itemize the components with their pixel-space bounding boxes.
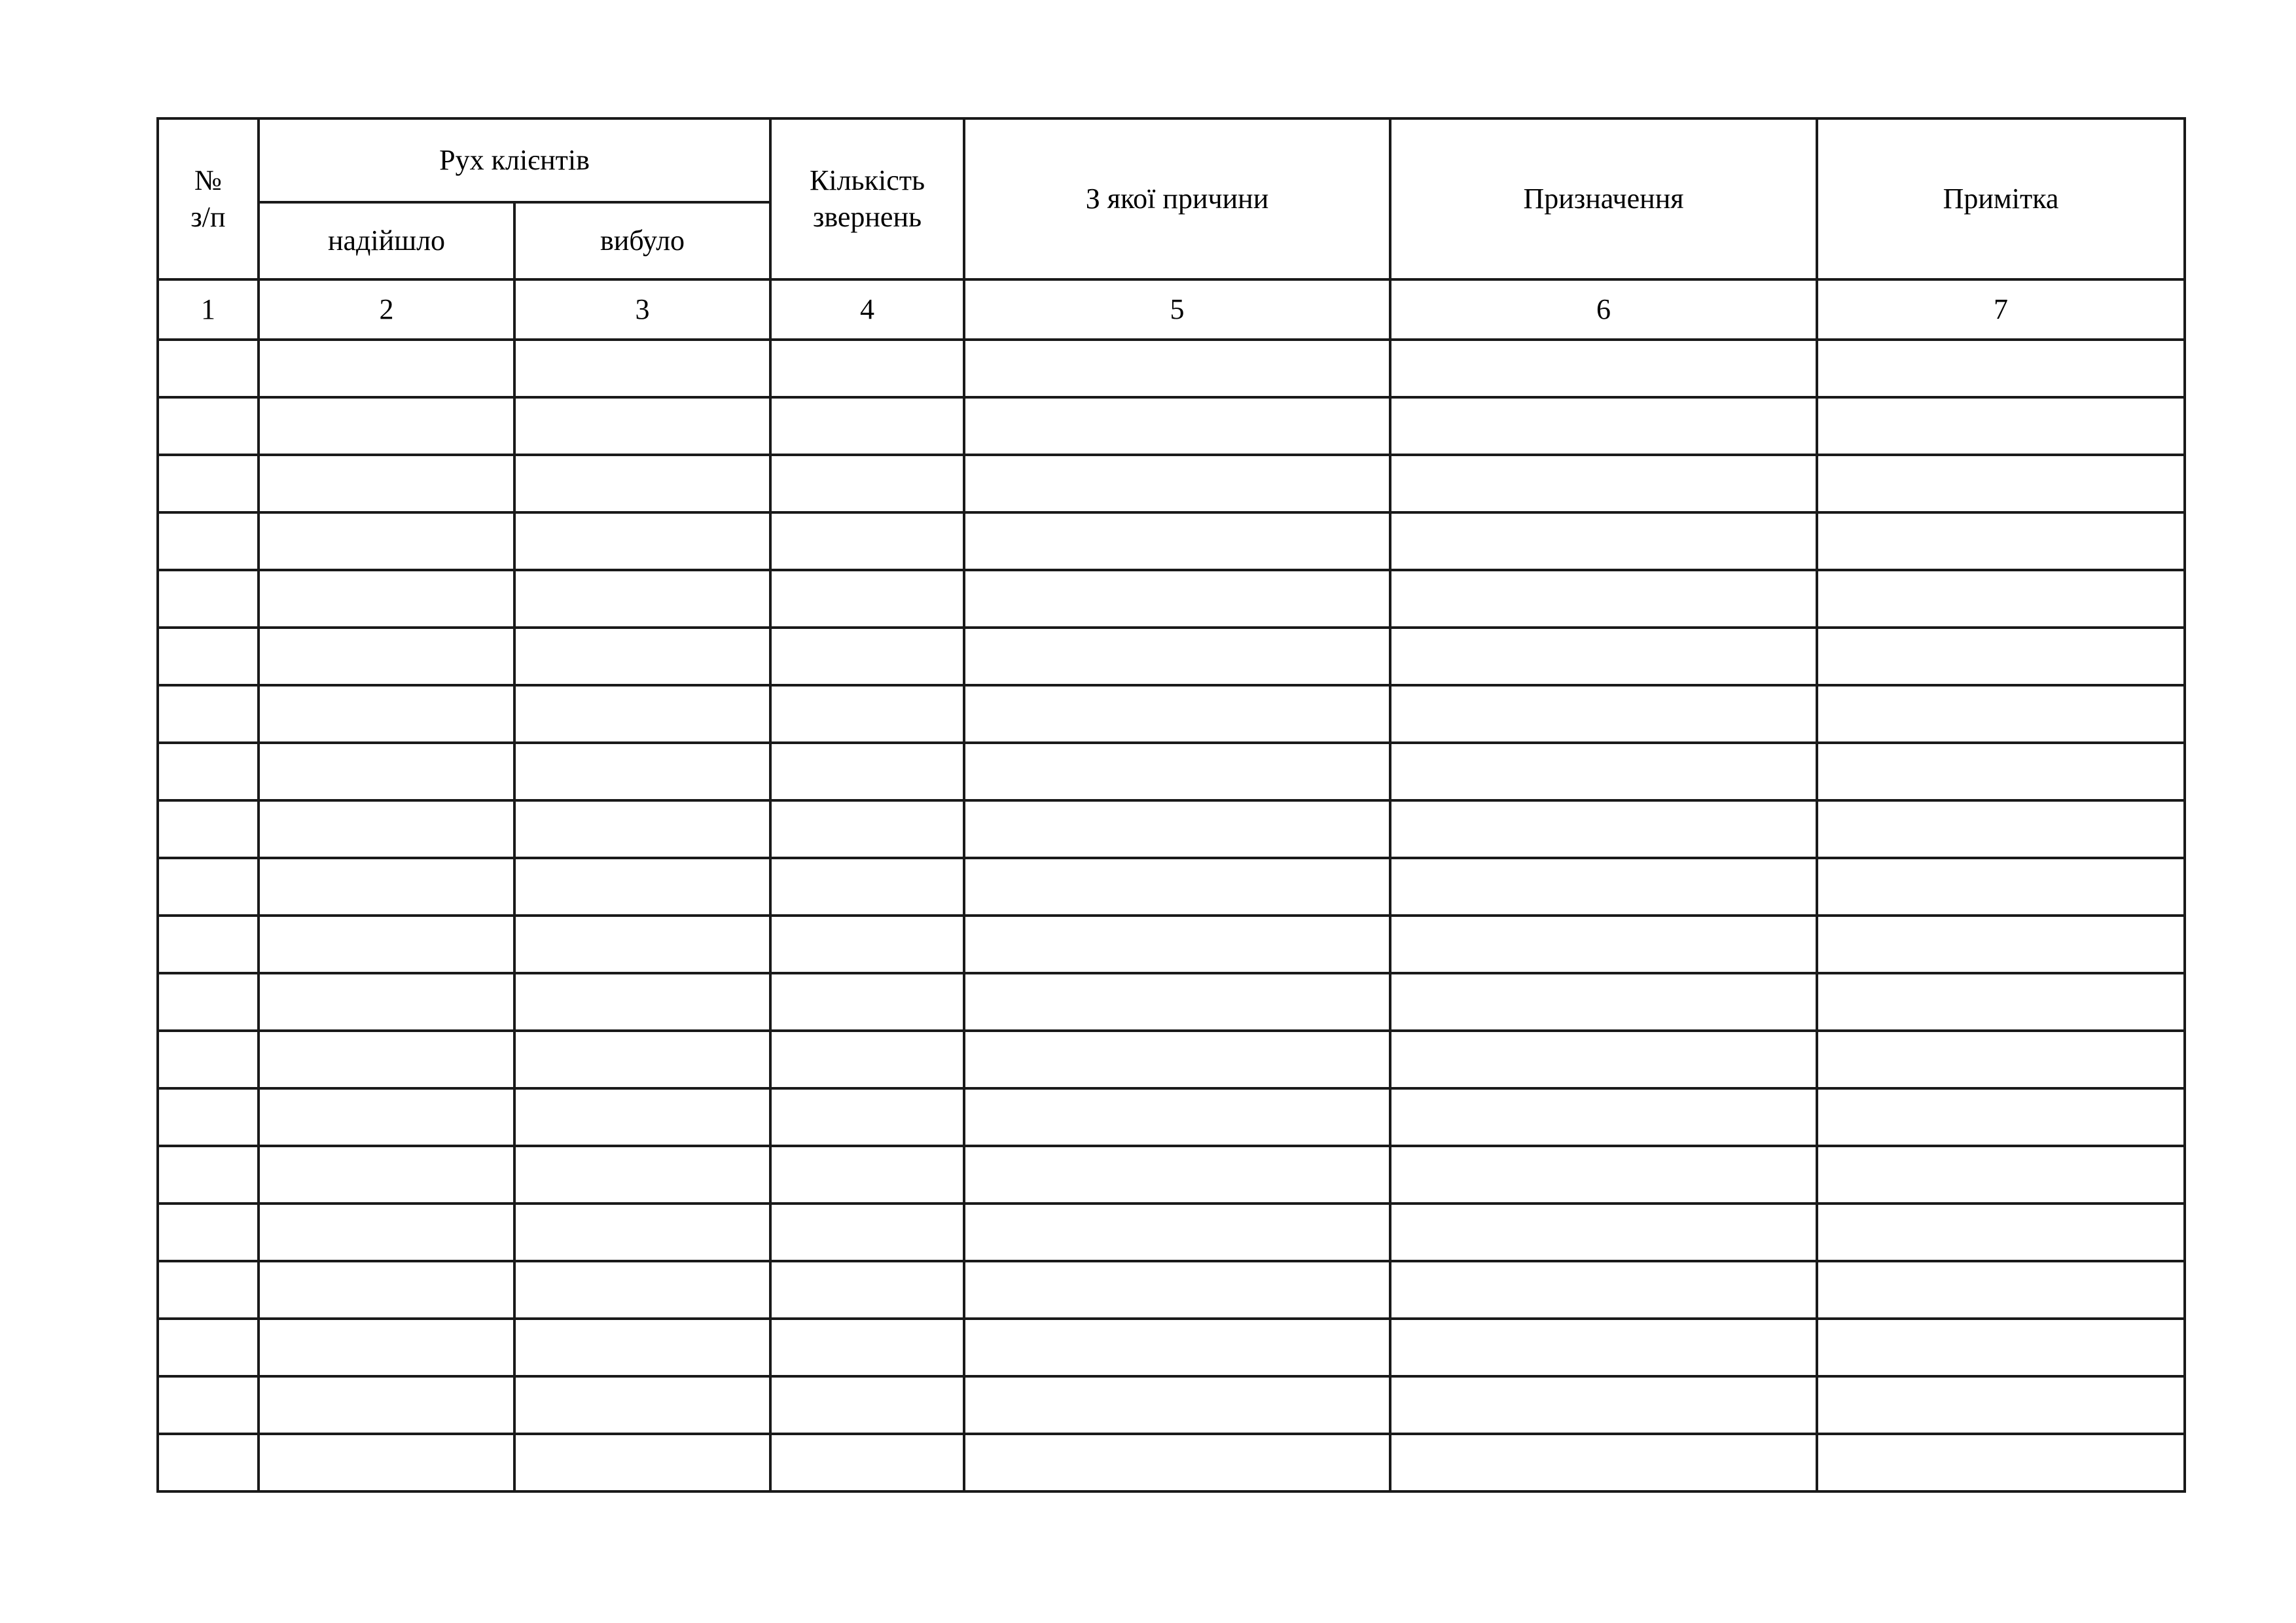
table-cell[interactable] [259, 800, 514, 858]
column-number: 4 [770, 279, 964, 340]
table-cell[interactable] [514, 1319, 770, 1376]
table-cell[interactable] [964, 743, 1390, 800]
table-cell[interactable] [964, 512, 1390, 570]
table-cell[interactable] [1390, 397, 1817, 455]
table-cell[interactable] [964, 1319, 1390, 1376]
table-cell[interactable] [1817, 455, 2185, 512]
table-cell[interactable] [158, 1088, 259, 1146]
table-cell[interactable] [259, 1204, 514, 1261]
column-number-row [158, 279, 2185, 340]
table-cell[interactable] [158, 570, 259, 628]
table-cell[interactable] [259, 743, 514, 800]
table-row [158, 685, 2185, 743]
table-cell[interactable] [964, 858, 1390, 916]
table-cell[interactable] [1390, 1434, 1817, 1491]
table-cell[interactable] [770, 1204, 964, 1261]
table-cell[interactable] [259, 973, 514, 1031]
table-cell[interactable] [158, 1031, 259, 1088]
table-cell[interactable] [514, 512, 770, 570]
table-cell[interactable] [259, 1376, 514, 1434]
table-cell[interactable] [964, 628, 1390, 685]
table-cell[interactable] [964, 1088, 1390, 1146]
column-number: 5 [964, 279, 1390, 340]
table-cell[interactable] [514, 628, 770, 685]
header-purpose: Призначення [1390, 118, 1817, 279]
table-cell[interactable] [1817, 743, 2185, 800]
table-cell[interactable] [514, 973, 770, 1031]
table-cell[interactable] [259, 628, 514, 685]
table-row [158, 512, 2185, 570]
header-client-movement: Рух клієнтів [259, 118, 770, 202]
table-cell[interactable] [514, 1204, 770, 1261]
table-cell[interactable] [514, 1434, 770, 1491]
header-arrived: надійшло [259, 202, 514, 279]
table-row [158, 628, 2185, 685]
table-cell[interactable] [259, 570, 514, 628]
table-body [158, 340, 2185, 1491]
table-cell[interactable] [1817, 1376, 2185, 1434]
table-cell[interactable] [1390, 685, 1817, 743]
table-cell[interactable] [1390, 570, 1817, 628]
table-cell[interactable] [770, 512, 964, 570]
table-cell[interactable] [964, 455, 1390, 512]
table-cell[interactable] [1817, 973, 2185, 1031]
table-row [158, 340, 2185, 397]
table-cell[interactable] [514, 340, 770, 397]
table-cell[interactable] [1390, 973, 1817, 1031]
table-row [158, 570, 2185, 628]
table-cell[interactable] [158, 743, 259, 800]
table-cell[interactable] [1817, 1088, 2185, 1146]
table-cell[interactable] [259, 1088, 514, 1146]
table-cell[interactable] [158, 1204, 259, 1261]
table-cell[interactable] [158, 858, 259, 916]
table-cell[interactable] [964, 1376, 1390, 1434]
column-number: 3 [514, 279, 770, 340]
table-cell[interactable] [514, 800, 770, 858]
table-row [158, 1031, 2185, 1088]
table-cell[interactable] [964, 1031, 1390, 1088]
header-number [158, 118, 259, 279]
table-cell[interactable] [514, 858, 770, 916]
table-cell[interactable] [770, 800, 964, 858]
table-cell[interactable] [770, 973, 964, 1031]
table-cell[interactable] [158, 397, 259, 455]
table-cell[interactable] [964, 916, 1390, 973]
table-cell[interactable] [158, 1434, 259, 1491]
table-cell[interactable] [1390, 800, 1817, 858]
table-cell[interactable] [964, 340, 1390, 397]
table-cell[interactable] [770, 685, 964, 743]
table-cell[interactable] [1817, 685, 2185, 743]
table-cell[interactable] [158, 685, 259, 743]
table-cell[interactable] [259, 1146, 514, 1204]
table-cell[interactable] [514, 743, 770, 800]
table-cell[interactable] [1817, 397, 2185, 455]
table-row [158, 1376, 2185, 1434]
table-cell[interactable] [964, 1434, 1390, 1491]
table-cell[interactable] [1390, 628, 1817, 685]
table-row [158, 1434, 2185, 1491]
table-cell[interactable] [259, 685, 514, 743]
table-cell[interactable] [1390, 1261, 1817, 1319]
table-cell[interactable] [1390, 455, 1817, 512]
table-cell[interactable] [259, 1319, 514, 1376]
table-row [158, 743, 2185, 800]
table-cell[interactable] [1817, 1261, 2185, 1319]
header-count-line1: Кількість [810, 164, 925, 196]
table-row [158, 1204, 2185, 1261]
table-row [158, 455, 2185, 512]
table-cell[interactable] [514, 1031, 770, 1088]
header-note: Примітка [1817, 118, 2185, 279]
column-number: 6 [1390, 279, 1817, 340]
table-cell[interactable] [770, 570, 964, 628]
table-cell[interactable] [158, 916, 259, 973]
table-row [158, 1319, 2185, 1376]
column-number: 1 [158, 279, 259, 340]
header-left: вибуло [514, 202, 770, 279]
table-cell[interactable] [514, 570, 770, 628]
table-cell[interactable] [259, 1031, 514, 1088]
table-cell[interactable] [514, 1146, 770, 1204]
table-cell[interactable] [770, 1376, 964, 1434]
register-table [156, 117, 2186, 1493]
column-number: 7 [1817, 279, 2185, 340]
table-cell[interactable] [259, 397, 514, 455]
table-cell[interactable] [964, 973, 1390, 1031]
table-cell[interactable] [158, 1146, 259, 1204]
table-cell[interactable] [1390, 1376, 1817, 1434]
table-cell[interactable] [1390, 1146, 1817, 1204]
table-row [158, 1146, 2185, 1204]
table-cell[interactable] [158, 628, 259, 685]
table-cell[interactable] [770, 628, 964, 685]
table-cell[interactable] [259, 858, 514, 916]
table-row [158, 1261, 2185, 1319]
table-cell[interactable] [158, 800, 259, 858]
table-cell[interactable] [770, 1146, 964, 1204]
table-cell[interactable] [1817, 916, 2185, 973]
table-cell[interactable] [158, 340, 259, 397]
table-cell[interactable] [770, 1434, 964, 1491]
table-row [158, 973, 2185, 1031]
table-cell[interactable] [514, 1376, 770, 1434]
table-cell[interactable] [158, 512, 259, 570]
table-cell[interactable] [1817, 800, 2185, 858]
table-cell[interactable] [158, 973, 259, 1031]
table-row [158, 1088, 2185, 1146]
header-number-line1: № [194, 164, 222, 196]
table-cell[interactable] [1817, 1031, 2185, 1088]
table-cell[interactable] [259, 1261, 514, 1319]
table-cell[interactable] [964, 397, 1390, 455]
table-cell[interactable] [1817, 628, 2185, 685]
table-cell[interactable] [964, 800, 1390, 858]
table-cell[interactable] [1817, 512, 2185, 570]
table-cell[interactable] [964, 1146, 1390, 1204]
table-cell[interactable] [1390, 1088, 1817, 1146]
header-number-line2: з/п [190, 201, 226, 233]
table-cell[interactable] [514, 916, 770, 973]
table-cell[interactable] [259, 916, 514, 973]
table-cell[interactable] [770, 397, 964, 455]
table-cell[interactable] [514, 455, 770, 512]
table-cell[interactable] [259, 512, 514, 570]
table-row [158, 858, 2185, 916]
table-cell[interactable] [964, 570, 1390, 628]
table-cell[interactable] [158, 455, 259, 512]
table-cell[interactable] [259, 1434, 514, 1491]
table-cell[interactable] [964, 685, 1390, 743]
table-cell[interactable] [964, 1261, 1390, 1319]
table-cell[interactable] [1390, 743, 1817, 800]
table-cell[interactable] [770, 1088, 964, 1146]
table-cell[interactable] [770, 1261, 964, 1319]
table-cell[interactable] [1817, 1204, 2185, 1261]
table-cell[interactable] [770, 1319, 964, 1376]
table-cell[interactable] [1390, 340, 1817, 397]
table-cell[interactable] [514, 1261, 770, 1319]
table-cell[interactable] [259, 455, 514, 512]
table-cell[interactable] [514, 397, 770, 455]
table-cell[interactable] [1390, 916, 1817, 973]
table-cell[interactable] [770, 340, 964, 397]
table-cell[interactable] [1817, 858, 2185, 916]
table-cell[interactable] [514, 1088, 770, 1146]
table-cell[interactable] [770, 1031, 964, 1088]
table-cell[interactable] [1390, 512, 1817, 570]
table-cell[interactable] [158, 1319, 259, 1376]
column-number: 2 [259, 279, 514, 340]
table-cell[interactable] [158, 1376, 259, 1434]
table-cell[interactable] [770, 916, 964, 973]
table-cell[interactable] [1817, 340, 2185, 397]
table-cell[interactable] [964, 1204, 1390, 1261]
table-cell[interactable] [1390, 858, 1817, 916]
table-cell[interactable] [1817, 1319, 2185, 1376]
header-count-line2: звернень [812, 201, 922, 233]
table-cell[interactable] [770, 743, 964, 800]
table-cell[interactable] [770, 858, 964, 916]
table-cell[interactable] [1817, 1146, 2185, 1204]
table-row [158, 800, 2185, 858]
table-cell[interactable] [770, 455, 964, 512]
table-cell[interactable] [1390, 1204, 1817, 1261]
table-cell[interactable] [1817, 1434, 2185, 1491]
table-cell[interactable] [514, 685, 770, 743]
table-row [158, 916, 2185, 973]
table-cell[interactable] [158, 1261, 259, 1319]
table-cell[interactable] [1390, 1031, 1817, 1088]
header-reason: З якої причини [964, 118, 1390, 279]
table-cell[interactable] [1390, 1319, 1817, 1376]
table-row [158, 397, 2185, 455]
header-row-top [158, 118, 2185, 202]
table-cell[interactable] [1817, 570, 2185, 628]
table-cell[interactable] [259, 340, 514, 397]
header-count [770, 118, 964, 279]
